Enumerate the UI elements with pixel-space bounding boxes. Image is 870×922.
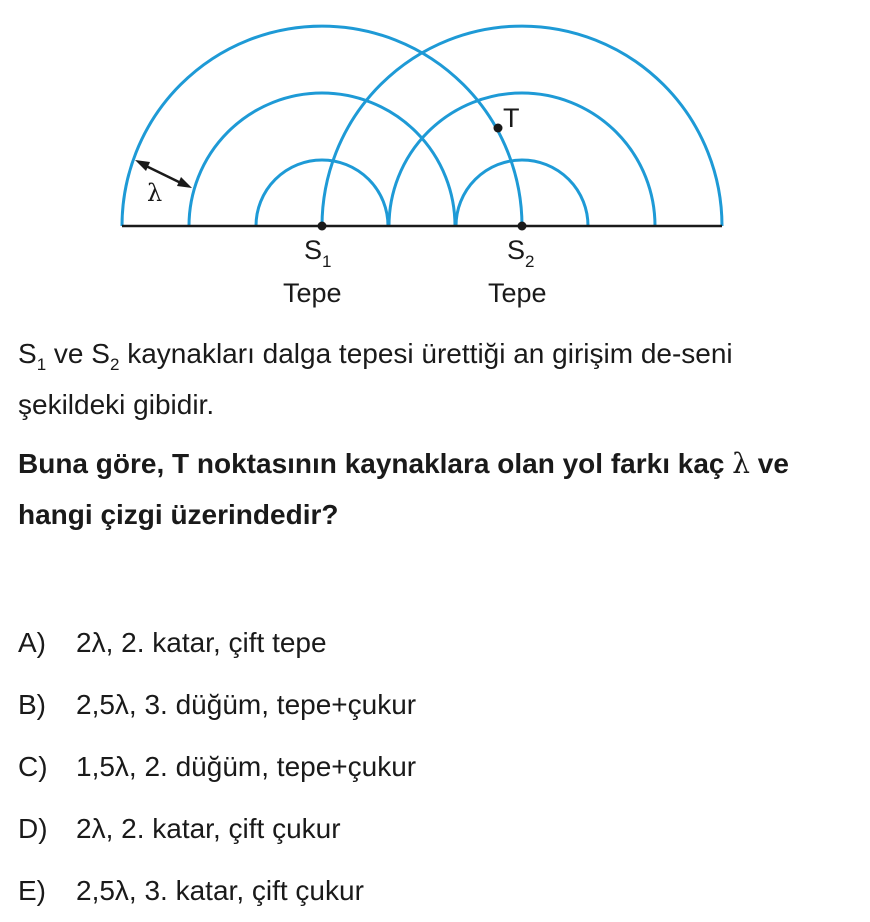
option-e[interactable]: E) 2,5λ, 3. katar, çift çukur bbox=[18, 875, 364, 906]
point-t-label: T bbox=[503, 103, 520, 133]
answer-options bbox=[18, 612, 858, 922]
source-1-phase: Tepe bbox=[283, 278, 342, 308]
wavelength-label: λ bbox=[147, 179, 163, 207]
option-d[interactable]: D) 2λ, 2. katar, çift çukur bbox=[18, 813, 341, 844]
point-t-dot bbox=[494, 124, 503, 133]
source-1-label: $S_1$ bbox=[304, 235, 332, 271]
source-2-dot bbox=[518, 222, 527, 231]
option-c[interactable]: C) 1,5λ, 2. düğüm, tepe+çukur bbox=[18, 751, 417, 782]
source-2-label: $S_2$ bbox=[507, 235, 535, 271]
option-a[interactable]: A) 2λ, 2. katar, çift tepe bbox=[18, 627, 327, 658]
wave-interference-figure bbox=[0, 0, 870, 320]
source-2-phase: Tepe bbox=[488, 278, 547, 308]
wavelength-arrow bbox=[135, 160, 192, 188]
source-1-dot bbox=[318, 222, 327, 231]
question-stem: $S_1$ ve $S_2$ kaynakları dalga tepesi ürettiği an girişim de-seni şekildeki gibidir. bbox=[18, 338, 733, 420]
question-prompt: Buna göre, T noktasının kaynaklara olan yol farkı kaç λ ve hangi çizgi üzerindedir? bbox=[18, 447, 789, 530]
option-b[interactable]: B) 2,5λ, 3. düğüm, tepe+çukur bbox=[18, 689, 417, 720]
